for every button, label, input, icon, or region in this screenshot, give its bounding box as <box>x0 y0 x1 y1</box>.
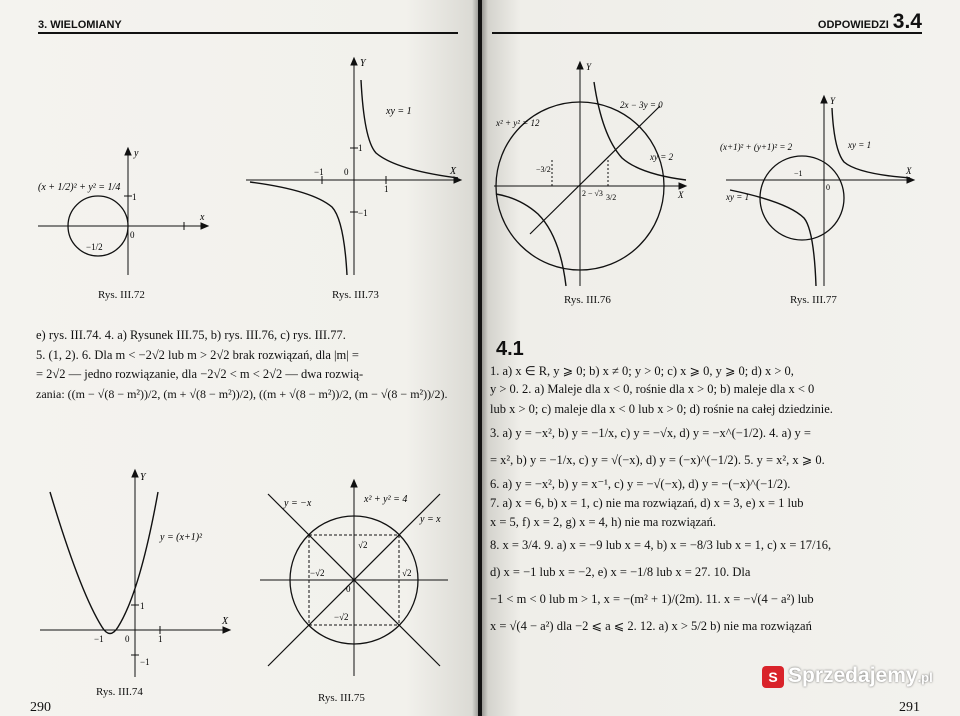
f77-curve2-label: xy = 1 <box>726 192 750 202</box>
caption-iii-73: Rys. III.73 <box>332 289 379 301</box>
f75-right-label: √2 <box>402 568 412 578</box>
text-line: e) rys. III.74. 4. a) Rysunek III.75, b) rys. III.76, c) rys. III.77. <box>36 328 346 342</box>
caption-iii-75: Rys. III.75 <box>318 692 365 704</box>
watermark-suffix: .pl <box>917 670 933 685</box>
f76-x-label: X <box>678 190 684 200</box>
f76-circle-label: x² + y² = 12 <box>496 118 540 128</box>
f72-y-label: y <box>134 148 139 159</box>
f77-neg1: −1 <box>794 169 803 178</box>
text-line: x = √(4 − a²) dla −2 ⩽ a ⩽ 2. 12. a) x > 5/2 b) nie ma rozwiązań <box>490 619 812 633</box>
header-number: 3.4 <box>892 10 922 33</box>
caption-iii-77: Rys. III.77 <box>790 294 837 306</box>
text-line: 5. (1, 2). 6. Dla m < −2√2 lub m > 2√2 brak rozwiązań, dla |m| = <box>36 347 359 362</box>
header-label: ODPOWIEDZI <box>817 19 889 31</box>
f74-zero: 0 <box>125 634 130 644</box>
figure-iii-74 <box>30 462 240 682</box>
f73-neg1-y: −1 <box>358 208 368 218</box>
left-page-header: 3. WIELOMIANY <box>38 10 458 34</box>
f77-circle-label: (x+1)² + (y+1)² = 2 <box>720 142 793 152</box>
text-line: 8. x = 3/4. 9. a) x = −9 lub x = 4, b) x = −8/3 lub x = 1, c) x = 17/16, <box>490 538 832 552</box>
f77-curve-label: xy = 1 <box>848 140 872 150</box>
right-page <box>482 0 960 716</box>
f72-x-label: x <box>200 212 205 223</box>
text-line: 3. a) y = −x², b) y = −1/x, c) y = −√x, d) y = −x^(−1/2). 4. a) y = <box>490 426 811 440</box>
f76-neg-x: −3/2 <box>536 165 551 174</box>
f74-y-label: Y <box>140 472 146 483</box>
f74-curve-label: y = (x+1)² <box>160 532 203 543</box>
figure-iii-75 <box>254 476 454 686</box>
text-line: −1 < m < 0 lub m > 1, x = −(m² + 1)/(2m). 11. x = −√(4 − a²) lub <box>490 592 814 606</box>
f76-line-label: 2x − 3y = 0 <box>620 100 663 110</box>
f72-zero: 0 <box>130 230 135 240</box>
text-line: y > 0. 2. a) Maleje dla x < 0, rośnie dla x > 0; b) maleje dla x < 0 <box>490 382 815 396</box>
figure-iii-72 <box>28 140 218 280</box>
f75-zero: 0 <box>346 584 351 594</box>
f76-curve-label: xy = 2 <box>650 152 674 162</box>
caption-iii-72: Rys. III.72 <box>98 289 145 301</box>
f74-neg1-y: −1 <box>140 657 150 667</box>
f74-one-y: 1 <box>140 601 145 611</box>
figure-iii-77 <box>718 90 918 290</box>
f72-equation: (x + 1/2)² + y² = 1/4 <box>38 182 121 193</box>
f77-y-label: Y <box>830 96 836 106</box>
watermark-brand: Sprzedajemy <box>788 664 918 687</box>
text-line: x = 5, f) x = 2, g) x = 4, h) nie ma rozwiązań. <box>490 515 716 529</box>
figure-iii-73 <box>236 50 466 280</box>
left-answers-text <box>36 326 466 404</box>
text-line: 6. a) y = −x², b) y = x⁻¹, c) y = −√(−x), d) y = −(−x)^(−1/2). <box>490 477 791 491</box>
watermark <box>762 662 932 692</box>
f77-zero: 0 <box>826 183 830 192</box>
f75-left-label: −√2 <box>310 568 325 578</box>
watermark-logo-icon: S <box>762 666 784 688</box>
f75-bottom-label: −√2 <box>334 612 349 622</box>
right-answers-text <box>490 362 932 640</box>
f73-neg1-x: −1 <box>314 167 324 177</box>
f75-top-label: √2 <box>358 540 368 550</box>
section-heading: 4.1 <box>496 338 524 360</box>
f73-curve-label: xy = 1 <box>386 106 412 117</box>
f73-zero: 0 <box>344 167 349 177</box>
watermark-text <box>788 664 933 688</box>
left-page <box>0 0 478 716</box>
f75-line2-label: y = x <box>420 514 441 525</box>
f72-one: 1 <box>132 192 137 202</box>
f73-one-y: 1 <box>358 143 363 153</box>
text-line: = x², b) y = −1/x, c) y = √(−x), d) y = (−x)^(−1/2). 5. y = x², x ⩾ 0. <box>490 453 825 467</box>
right-page-header <box>492 10 922 34</box>
f75-line1-label: y = −x <box>284 498 312 509</box>
figure-iii-76 <box>490 58 690 290</box>
text-line: 7. a) x = 6, b) x = 1, c) nie ma rozwiązań, d) x = 3, e) x = 1 lub <box>490 496 804 510</box>
f72-half: −1/2 <box>86 242 103 252</box>
f74-neg1-x: −1 <box>94 634 104 644</box>
f73-x-label: X <box>450 166 457 177</box>
left-page-number: 290 <box>30 700 51 715</box>
f74-x-label: X <box>222 616 229 627</box>
f73-one-x: 1 <box>384 184 389 194</box>
caption-iii-76: Rys. III.76 <box>564 294 611 306</box>
right-page-number: 291 <box>899 700 920 715</box>
f75-circle-label: x² + y² = 4 <box>364 494 408 505</box>
text-line: 1. a) x ∈ R, y ⩾ 0; b) x ≠ 0; y > 0; c) x ⩾ 0, y ⩾ 0; d) x > 0, <box>490 364 794 378</box>
text-line: lub x > 0; c) maleje dla x < 0 lub x > 0; d) rośnie na całej dziedzinie. <box>490 402 833 416</box>
text-line: = 2√2 — jedno rozwiązanie, dla −2√2 < m < 2√2 — dwa rozwią- <box>36 367 364 381</box>
f76-point: 2 − √3 <box>582 189 603 198</box>
text-line: zania: ((m − √(8 − m²))/2, (m + √(8 − m²))/2), ((m + √(8 − m²))/2, (m − √(8 − m²))/2). <box>36 386 448 401</box>
f76-y-label: Y <box>586 62 592 72</box>
text-line: d) x = −1 lub x = −2, e) x = −1/8 lub x = 27. 10. Dla <box>490 565 751 579</box>
f77-x-label: X <box>906 166 912 176</box>
f73-y-label: Y <box>360 58 366 69</box>
f76-pos-x: 3/2 <box>606 193 617 202</box>
caption-iii-74: Rys. III.74 <box>96 686 143 698</box>
book-gutter <box>472 0 488 716</box>
f74-one-x: 1 <box>158 634 163 644</box>
